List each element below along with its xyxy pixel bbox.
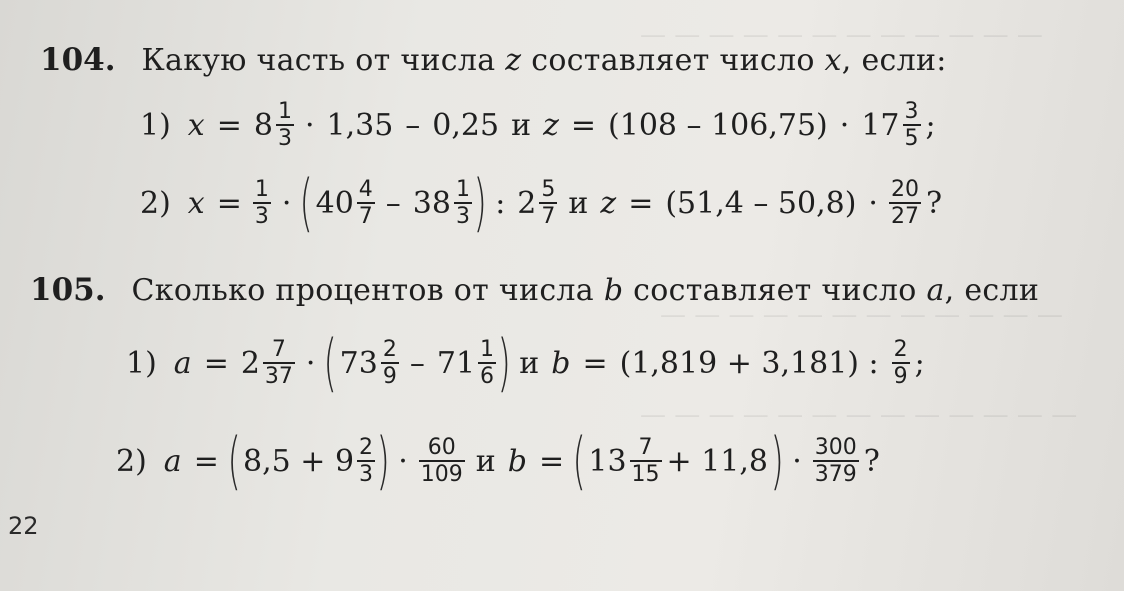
fraction: $\frac{7}{37}$	[264, 336, 293, 389]
expression: x = $\frac{1}{3}$ · ( 40 $\frac{4}{7}$ – 38 $\frac{1}{3}$ ) : 2 $\frac{5}{7}$ и z = (51,4 – 50,8) · $\frac{20}{27}$ ?	[187, 166, 943, 239]
problem-105-item-2	[116, 424, 883, 497]
expression: x = 8 $\frac{1}{3}$ · 1,35 – 0,25 и z = (108 – 106,75) · 17 $\frac{3}{5}$ ;	[187, 99, 936, 152]
item-label: 1)	[140, 107, 171, 143]
bleed-through-text: — — — — — — — — — — — — —	[640, 400, 1078, 430]
problem-104-item-2	[140, 166, 945, 239]
expression: a = ( 8,5 + 9 $\frac{2}{3}$ ) · $\frac{60}{109}$ и b = ( 13 $\frac{7}{15}$ + 11,8 ) · $\frac{300}{379}$ ?	[163, 424, 880, 497]
bleed-through-text: — — — — — — — — — — — —	[660, 300, 1063, 330]
expression: a = 2 $\frac{7}{37}$ · ( 73 $\frac{2}{9}$ – 71 $\frac{1}{6}$ ) и b = (1,819 + 3,181) : $\frac{2}{9}$ ;	[173, 326, 925, 399]
fraction: $\frac{60}{109}$	[420, 434, 463, 487]
bleed-through-text: — — — — — — — — — — — —	[640, 20, 1043, 50]
fraction: $\frac{300}{379}$	[814, 434, 857, 487]
fraction: $\frac{2}{3}$	[359, 434, 374, 487]
page-number: 22	[8, 512, 39, 540]
fraction: $\frac{1}{6}$	[480, 336, 495, 389]
problem-number: 104.	[40, 42, 116, 78]
problem-number: 105.	[30, 272, 106, 308]
fraction: $\frac{1}{3}$	[277, 99, 292, 152]
item-label: 1)	[126, 345, 157, 381]
problem-104-heading	[40, 42, 947, 78]
problem-105-item-1	[126, 326, 928, 399]
fraction: $\frac{1}{3}$	[254, 176, 269, 229]
item-label: 2)	[140, 185, 171, 221]
fraction: $\frac{3}{5}$	[904, 99, 919, 152]
fraction: $\frac{7}{15}$	[631, 434, 660, 487]
problem-105-heading	[30, 272, 1039, 308]
fraction: $\frac{1}{3}$	[455, 176, 470, 229]
fraction: $\frac{5}{7}$	[541, 176, 556, 229]
problem-104-item-1	[140, 100, 939, 150]
fraction: $\frac{20}{27}$	[890, 176, 919, 229]
problem-text: Какую часть от числа z составляет число x, если:	[141, 42, 947, 78]
fraction: $\frac{2}{9}$	[382, 336, 397, 389]
fraction: $\frac{4}{7}$	[358, 176, 373, 229]
item-label: 2)	[116, 443, 147, 479]
fraction: $\frac{2}{9}$	[893, 336, 908, 389]
problem-text: Сколько процентов от числа b составляет число a, если	[131, 272, 1040, 308]
